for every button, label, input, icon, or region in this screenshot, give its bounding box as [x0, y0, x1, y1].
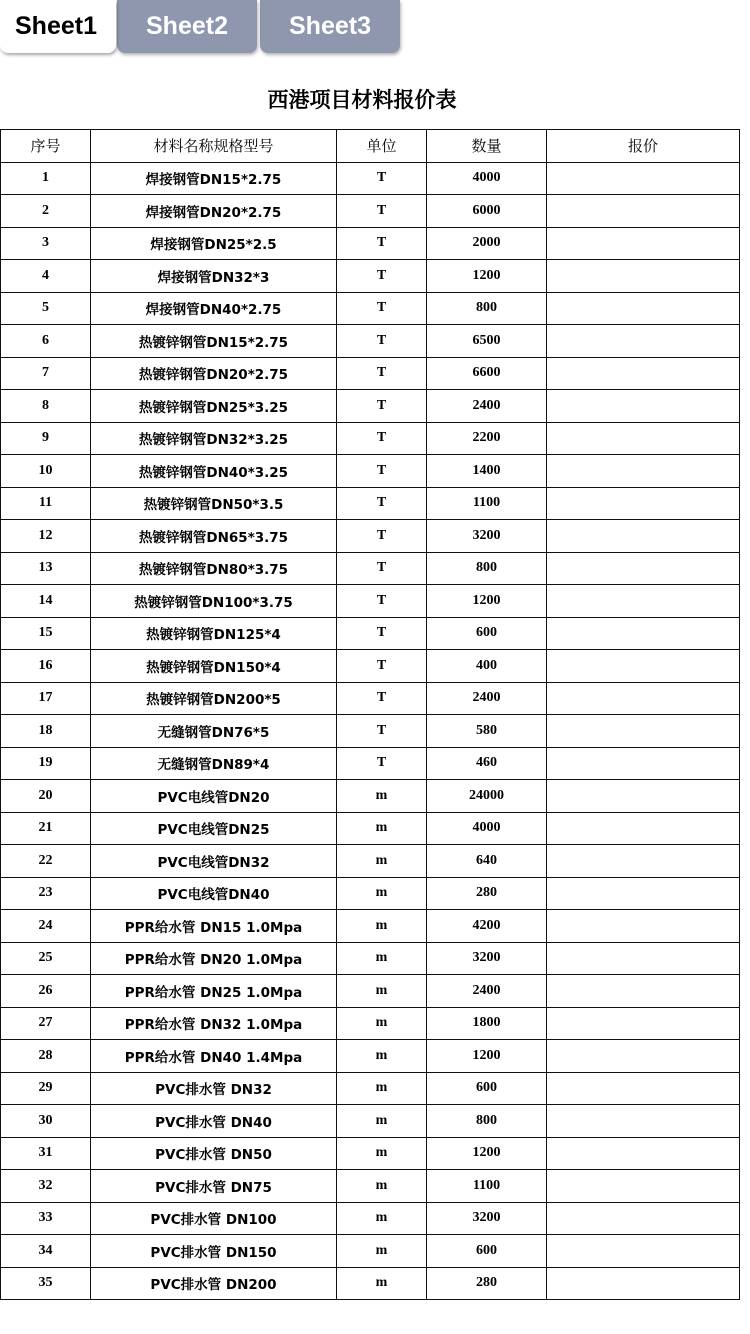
- table-row: [1, 1072, 740, 1105]
- cell-qty[interactable]: 280: [427, 877, 547, 910]
- cell-unit[interactable]: m: [337, 910, 427, 943]
- cell-no[interactable]: 29: [1, 1072, 91, 1105]
- header-unit[interactable]: 单位: [337, 130, 427, 163]
- cell-unit[interactable]: T: [337, 520, 427, 553]
- cell-qty[interactable]: 2400: [427, 390, 547, 423]
- cell-qty[interactable]: 640: [427, 845, 547, 878]
- cell-no[interactable]: 34: [1, 1235, 91, 1268]
- cell-no[interactable]: 24: [1, 910, 91, 943]
- cell-qty[interactable]: 6600: [427, 357, 547, 390]
- cell-price[interactable]: [547, 1137, 740, 1170]
- cell-price[interactable]: [547, 845, 740, 878]
- cell-name[interactable]: 热镀锌钢管DN125*4: [91, 617, 337, 650]
- cell-price[interactable]: [547, 292, 740, 325]
- cell-qty[interactable]: 6500: [427, 325, 547, 358]
- cell-unit[interactable]: T: [337, 682, 427, 715]
- cell-unit[interactable]: m: [337, 1170, 427, 1203]
- cell-name[interactable]: PVC排水管 DN40: [91, 1105, 337, 1138]
- cell-price[interactable]: [547, 1007, 740, 1040]
- table-row: [1, 552, 740, 585]
- header-price[interactable]: 报价: [547, 130, 740, 163]
- cell-no[interactable]: 22: [1, 845, 91, 878]
- cell-price[interactable]: [547, 260, 740, 293]
- cell-no[interactable]: 30: [1, 1105, 91, 1138]
- table-row: [1, 1202, 740, 1235]
- cell-unit[interactable]: m: [337, 1267, 427, 1300]
- cell-name[interactable]: 热镀锌钢管DN150*4: [91, 650, 337, 683]
- tab-sheet1[interactable]: Sheet1: [0, 0, 116, 53]
- cell-name[interactable]: PVC排水管 DN200: [91, 1267, 337, 1300]
- cell-name[interactable]: PPR给水管 DN40 1.4Mpa: [91, 1040, 337, 1073]
- table-row: [1, 390, 740, 423]
- cell-name[interactable]: 焊接钢管DN25*2.5: [91, 227, 337, 260]
- table-row: [1, 227, 740, 260]
- table-row: [1, 520, 740, 553]
- cell-price[interactable]: [547, 520, 740, 553]
- table-row: [1, 877, 740, 910]
- cell-unit[interactable]: T: [337, 487, 427, 520]
- table-row: [1, 1235, 740, 1268]
- table-row: [1, 747, 740, 780]
- cell-name[interactable]: PVC电线管DN32: [91, 845, 337, 878]
- cell-price[interactable]: [547, 1072, 740, 1105]
- cell-qty[interactable]: 2400: [427, 682, 547, 715]
- cell-price[interactable]: [547, 812, 740, 845]
- cell-name[interactable]: 热镀锌钢管DN50*3.5: [91, 487, 337, 520]
- cell-unit[interactable]: m: [337, 1072, 427, 1105]
- cell-no[interactable]: 12: [1, 520, 91, 553]
- cell-name[interactable]: PVC排水管 DN100: [91, 1202, 337, 1235]
- cell-unit[interactable]: T: [337, 650, 427, 683]
- cell-name[interactable]: 焊接钢管DN15*2.75: [91, 162, 337, 195]
- cell-name[interactable]: PVC电线管DN25: [91, 812, 337, 845]
- cell-unit[interactable]: T: [337, 227, 427, 260]
- cell-price[interactable]: [547, 715, 740, 748]
- cell-price[interactable]: [547, 162, 740, 195]
- cell-qty[interactable]: 800: [427, 552, 547, 585]
- cell-price[interactable]: [547, 585, 740, 618]
- cell-qty[interactable]: 4000: [427, 162, 547, 195]
- cell-no[interactable]: 31: [1, 1137, 91, 1170]
- cell-name[interactable]: PVC排水管 DN32: [91, 1072, 337, 1105]
- cell-no[interactable]: 10: [1, 455, 91, 488]
- cell-name[interactable]: 无缝钢管DN89*4: [91, 747, 337, 780]
- cell-price[interactable]: [547, 1170, 740, 1203]
- quote-table: [0, 129, 740, 1300]
- cell-name[interactable]: 热镀锌钢管DN65*3.75: [91, 520, 337, 553]
- cell-price[interactable]: [547, 747, 740, 780]
- cell-qty[interactable]: 3200: [427, 942, 547, 975]
- table-row: [1, 357, 740, 390]
- table-row: [1, 1137, 740, 1170]
- table-row: [1, 682, 740, 715]
- header-no[interactable]: 序号: [1, 130, 91, 163]
- cell-unit[interactable]: T: [337, 260, 427, 293]
- cell-price[interactable]: [547, 390, 740, 423]
- table-row: [1, 617, 740, 650]
- cell-name[interactable]: 焊接钢管DN32*3: [91, 260, 337, 293]
- table-row: [1, 292, 740, 325]
- table-row: [1, 422, 740, 455]
- cell-unit[interactable]: T: [337, 747, 427, 780]
- cell-unit[interactable]: m: [337, 942, 427, 975]
- cell-unit[interactable]: T: [337, 617, 427, 650]
- cell-no[interactable]: 19: [1, 747, 91, 780]
- table-row: [1, 1267, 740, 1300]
- cell-no[interactable]: 25: [1, 942, 91, 975]
- cell-name[interactable]: 热镀锌钢管DN25*3.25: [91, 390, 337, 423]
- cell-price[interactable]: [547, 487, 740, 520]
- cell-no[interactable]: 13: [1, 552, 91, 585]
- cell-qty[interactable]: 1100: [427, 1170, 547, 1203]
- cell-unit[interactable]: T: [337, 585, 427, 618]
- cell-price[interactable]: [547, 975, 740, 1008]
- cell-qty[interactable]: 1400: [427, 455, 547, 488]
- cell-unit[interactable]: T: [337, 162, 427, 195]
- tab-sheet2[interactable]: Sheet2: [117, 0, 257, 53]
- cell-name[interactable]: 热镀锌钢管DN32*3.25: [91, 422, 337, 455]
- cell-name[interactable]: PPR给水管 DN20 1.0Mpa: [91, 942, 337, 975]
- cell-price[interactable]: [547, 617, 740, 650]
- cell-price[interactable]: [547, 422, 740, 455]
- cell-price[interactable]: [547, 1235, 740, 1268]
- cell-qty[interactable]: 4200: [427, 910, 547, 943]
- cell-name[interactable]: 焊接钢管DN20*2.75: [91, 195, 337, 228]
- cell-name[interactable]: 热镀锌钢管DN40*3.25: [91, 455, 337, 488]
- cell-price[interactable]: [547, 552, 740, 585]
- cell-qty[interactable]: 3200: [427, 1202, 547, 1235]
- cell-qty[interactable]: 1100: [427, 487, 547, 520]
- table-row: [1, 650, 740, 683]
- cell-price[interactable]: [547, 877, 740, 910]
- cell-price[interactable]: [547, 227, 740, 260]
- cell-no[interactable]: 28: [1, 1040, 91, 1073]
- cell-price[interactable]: [547, 455, 740, 488]
- cell-unit[interactable]: T: [337, 390, 427, 423]
- cell-no[interactable]: 15: [1, 617, 91, 650]
- cell-no[interactable]: 4: [1, 260, 91, 293]
- cell-price[interactable]: [547, 1267, 740, 1300]
- cell-qty[interactable]: 400: [427, 650, 547, 683]
- cell-name[interactable]: PVC电线管DN40: [91, 877, 337, 910]
- cell-unit[interactable]: T: [337, 195, 427, 228]
- cell-name[interactable]: PVC电线管DN20: [91, 780, 337, 813]
- cell-no[interactable]: 7: [1, 357, 91, 390]
- cell-qty[interactable]: 1200: [427, 1040, 547, 1073]
- cell-name[interactable]: PVC排水管 DN150: [91, 1235, 337, 1268]
- cell-name[interactable]: 热镀锌钢管DN100*3.75: [91, 585, 337, 618]
- cell-name[interactable]: 热镀锌钢管DN15*2.75: [91, 325, 337, 358]
- cell-price[interactable]: [547, 357, 740, 390]
- cell-unit[interactable]: T: [337, 455, 427, 488]
- cell-unit[interactable]: T: [337, 552, 427, 585]
- cell-name[interactable]: PVC排水管 DN75: [91, 1170, 337, 1203]
- cell-no[interactable]: 17: [1, 682, 91, 715]
- cell-price[interactable]: [547, 1105, 740, 1138]
- cell-qty[interactable]: 800: [427, 292, 547, 325]
- cell-price[interactable]: [547, 780, 740, 813]
- cell-no[interactable]: 32: [1, 1170, 91, 1203]
- table-row: [1, 812, 740, 845]
- tab-sheet3[interactable]: Sheet3: [260, 0, 400, 53]
- cell-no[interactable]: 18: [1, 715, 91, 748]
- cell-qty[interactable]: 580: [427, 715, 547, 748]
- table-row: [1, 715, 740, 748]
- cell-no[interactable]: 33: [1, 1202, 91, 1235]
- cell-unit[interactable]: m: [337, 1105, 427, 1138]
- cell-name[interactable]: 焊接钢管DN40*2.75: [91, 292, 337, 325]
- cell-unit[interactable]: T: [337, 715, 427, 748]
- cell-price[interactable]: [547, 195, 740, 228]
- cell-unit[interactable]: m: [337, 877, 427, 910]
- cell-price[interactable]: [547, 1040, 740, 1073]
- table-row: [1, 162, 740, 195]
- cell-unit[interactable]: m: [337, 1202, 427, 1235]
- cell-unit[interactable]: m: [337, 975, 427, 1008]
- cell-price[interactable]: [547, 1202, 740, 1235]
- cell-qty[interactable]: 2400: [427, 975, 547, 1008]
- table-row: [1, 942, 740, 975]
- cell-name[interactable]: 无缝钢管DN76*5: [91, 715, 337, 748]
- cell-unit[interactable]: T: [337, 357, 427, 390]
- cell-no[interactable]: 26: [1, 975, 91, 1008]
- cell-price[interactable]: [547, 650, 740, 683]
- cell-name[interactable]: 热镀锌钢管DN80*3.75: [91, 552, 337, 585]
- table-row: [1, 585, 740, 618]
- cell-name[interactable]: PPR给水管 DN25 1.0Mpa: [91, 975, 337, 1008]
- cell-unit[interactable]: T: [337, 325, 427, 358]
- table-row: [1, 910, 740, 943]
- cell-unit[interactable]: m: [337, 1137, 427, 1170]
- cell-unit[interactable]: m: [337, 812, 427, 845]
- cell-name[interactable]: 热镀锌钢管DN200*5: [91, 682, 337, 715]
- table-row: [1, 975, 740, 1008]
- table-row: [1, 1170, 740, 1203]
- cell-no[interactable]: 6: [1, 325, 91, 358]
- table-row: [1, 455, 740, 488]
- cell-qty[interactable]: 1200: [427, 1137, 547, 1170]
- cell-no[interactable]: 27: [1, 1007, 91, 1040]
- cell-unit[interactable]: m: [337, 1235, 427, 1268]
- cell-price[interactable]: [547, 910, 740, 943]
- cell-no[interactable]: 2: [1, 195, 91, 228]
- cell-no[interactable]: 23: [1, 877, 91, 910]
- cell-unit[interactable]: m: [337, 1040, 427, 1073]
- table-row: [1, 780, 740, 813]
- cell-name[interactable]: PPR给水管 DN15 1.0Mpa: [91, 910, 337, 943]
- cell-no[interactable]: 5: [1, 292, 91, 325]
- cell-qty[interactable]: 600: [427, 1072, 547, 1105]
- cell-qty[interactable]: 2000: [427, 227, 547, 260]
- cell-unit[interactable]: m: [337, 1007, 427, 1040]
- cell-qty[interactable]: 600: [427, 1235, 547, 1268]
- header-row: [1, 130, 740, 163]
- sheet-tab-bar: [0, 0, 750, 56]
- table-row: [1, 195, 740, 228]
- cell-qty[interactable]: 24000: [427, 780, 547, 813]
- header-name[interactable]: 材料名称规格型号: [91, 130, 337, 163]
- cell-no[interactable]: 14: [1, 585, 91, 618]
- cell-qty[interactable]: 460: [427, 747, 547, 780]
- cell-qty[interactable]: 600: [427, 617, 547, 650]
- cell-qty[interactable]: 2200: [427, 422, 547, 455]
- cell-qty[interactable]: 1200: [427, 585, 547, 618]
- table-row: [1, 487, 740, 520]
- cell-no[interactable]: 3: [1, 227, 91, 260]
- cell-no[interactable]: 1: [1, 162, 91, 195]
- cell-price[interactable]: [547, 325, 740, 358]
- table-row: [1, 1007, 740, 1040]
- sheet-title: 西港项目材料报价表: [267, 88, 457, 112]
- table-row: [1, 1040, 740, 1073]
- cell-no[interactable]: 11: [1, 487, 91, 520]
- cell-qty[interactable]: 800: [427, 1105, 547, 1138]
- cell-no[interactable]: 8: [1, 390, 91, 423]
- cell-name[interactable]: 热镀锌钢管DN20*2.75: [91, 357, 337, 390]
- header-qty[interactable]: 数量: [427, 130, 547, 163]
- cell-qty[interactable]: 3200: [427, 520, 547, 553]
- cell-qty[interactable]: 1800: [427, 1007, 547, 1040]
- cell-qty[interactable]: 6000: [427, 195, 547, 228]
- cell-name[interactable]: PVC排水管 DN50: [91, 1137, 337, 1170]
- cell-no[interactable]: 21: [1, 812, 91, 845]
- table-row: [1, 1105, 740, 1138]
- table-row: [1, 845, 740, 878]
- cell-unit[interactable]: m: [337, 780, 427, 813]
- cell-no[interactable]: 9: [1, 422, 91, 455]
- cell-no[interactable]: 16: [1, 650, 91, 683]
- cell-qty[interactable]: 4000: [427, 812, 547, 845]
- cell-no[interactable]: 20: [1, 780, 91, 813]
- cell-no[interactable]: 35: [1, 1267, 91, 1300]
- cell-unit[interactable]: T: [337, 292, 427, 325]
- cell-qty[interactable]: 1200: [427, 260, 547, 293]
- cell-price[interactable]: [547, 942, 740, 975]
- cell-qty[interactable]: 280: [427, 1267, 547, 1300]
- cell-unit[interactable]: m: [337, 845, 427, 878]
- cell-price[interactable]: [547, 682, 740, 715]
- table-row: [1, 325, 740, 358]
- cell-name[interactable]: PPR给水管 DN32 1.0Mpa: [91, 1007, 337, 1040]
- table-row: [1, 260, 740, 293]
- cell-unit[interactable]: T: [337, 422, 427, 455]
